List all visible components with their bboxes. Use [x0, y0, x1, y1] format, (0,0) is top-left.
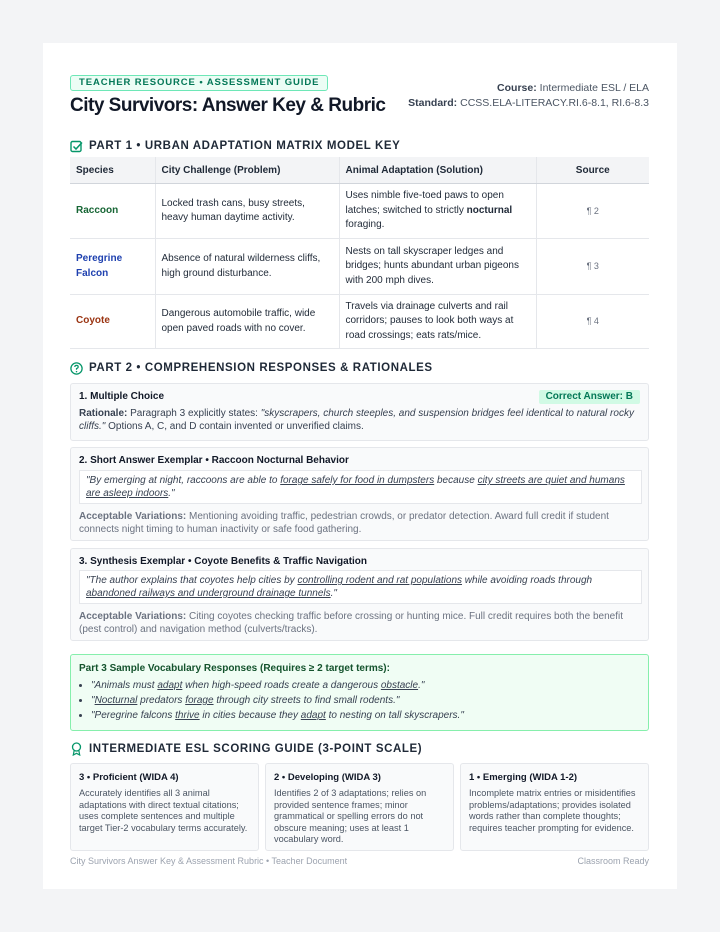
rubric-card-emerging	[460, 763, 649, 851]
question-heading: 2. Short Answer Exemplar • Raccoon Nocturnal Behavior	[79, 455, 349, 466]
source-cell: ¶ 4	[536, 295, 649, 349]
resource-pill: TEACHER RESOURCE • ASSESSMENT GUIDE	[70, 75, 328, 91]
source-cell: ¶ 3	[536, 239, 649, 295]
part2-title: PART 2 • COMPREHENSION RESPONSES & RATIONALES	[89, 362, 433, 374]
course-value: Intermediate ESL / ELA	[539, 82, 649, 94]
vocabulary-list	[79, 678, 464, 723]
rubric-level-heading: 2 • Developing (WIDA 3)	[274, 772, 381, 783]
part1-heading	[70, 138, 400, 154]
footer-left-text: City Survivors Answer Key & Assessment Rubric • Teacher Document	[70, 856, 348, 866]
checkbox-icon	[70, 140, 83, 153]
part2-heading	[70, 360, 433, 376]
source-cell: ¶ 2	[536, 184, 649, 239]
species-cell: Raccoon	[70, 184, 155, 239]
synthesis-card	[70, 548, 649, 641]
vocabulary-heading: Part 3 Sample Vocabulary Responses (Requires ≥ 2 target terms):	[79, 663, 390, 674]
variations-text: Acceptable Variations: Mentioning avoiding traffic, pedestrian crowds, or predator detection. Award full credit if student connects night timing to human inactivity or safe food gathering.	[79, 511, 609, 535]
rubric-level-heading: 1 • Emerging (WIDA 1-2)	[469, 772, 578, 783]
problem-cell: Absence of natural wilderness cliffs, high ground disturbance.	[155, 239, 339, 295]
rubric-level-text: Incomplete matrix entries or misidentifies problems/adaptations; provides isolated words rather than complete thoughts; requires teacher prompting for evidence.	[469, 788, 636, 833]
species-cell: Peregrine Falcon	[70, 239, 155, 295]
list-item: • "Nocturnal predators forage through city streets to find small rodents."	[91, 693, 464, 708]
column-header: Animal Adaptation (Solution)	[339, 157, 536, 184]
course-meta	[408, 81, 649, 111]
footer-right-text: Classroom Ready	[577, 856, 649, 866]
correct-answer-badge: Correct Answer: B	[539, 390, 640, 404]
table-row	[70, 295, 649, 349]
question-heading: 1. Multiple Choice	[79, 391, 165, 402]
award-ribbon-icon	[70, 742, 83, 756]
list-item: • "Animals must adapt when high-speed roads create a dangerous obstacle."	[91, 678, 464, 693]
problem-cell: Locked trash cans, busy streets, heavy human daytime activity.	[155, 184, 339, 239]
rubric-card-developing	[265, 763, 454, 851]
rubric-level-text: Identifies 2 of 3 adaptations; relies on provided sentence frames; minor grammatical or spelling errors do not obscure meaning; uses at least 1 vocabulary word.	[274, 788, 427, 844]
solution-cell: Uses nimble five-toed paws to open latches; switched to strictly nocturnal foraging.	[339, 184, 536, 239]
document-page	[43, 43, 677, 889]
scoring-heading	[70, 741, 422, 757]
question-circle-icon	[70, 362, 83, 375]
document-header	[70, 75, 649, 127]
document-title: City Survivors: Answer Key & Rubric	[70, 95, 386, 116]
solution-cell: Travels via drainage culverts and rail corridors; pauses to look both ways at road crossings; eats rats/mice.	[339, 295, 536, 349]
table-header-row	[70, 157, 649, 184]
key-term: nocturnal	[466, 204, 513, 216]
rubric-level-heading: 3 • Proficient (WIDA 4)	[79, 772, 179, 783]
rationale-text: Rationale: Paragraph 3 explicitly states: "skyscrapers, church steeples, and suspension bridges feel identical to natural rocky cliffs." Options A, C, and D contain invented or unverified claims.	[79, 408, 634, 432]
list-item: • "Peregrine falcons thrive in cities because they adapt to nesting on tall skyscrapers."	[91, 708, 464, 723]
table-row	[70, 239, 649, 295]
rubric-card-proficient	[70, 763, 259, 851]
question-heading: 3. Synthesis Exemplar • Coyote Benefits & Traffic Navigation	[79, 556, 368, 567]
exemplar-quote: "The author explains that coyotes help cities by controlling rodent and rat populations while avoiding roads through abandoned railways and underground drainage tunnels."	[79, 570, 642, 604]
exemplar-quote: "By emerging at night, raccoons are able to forage safely for food in dumpsters because city streets are quiet and humans are asleep indoors."	[79, 470, 642, 504]
multiple-choice-card	[70, 383, 649, 441]
standard-label: Standard:	[408, 97, 458, 109]
column-header: Source	[536, 157, 649, 184]
table-row	[70, 184, 649, 239]
course-label: Course:	[497, 82, 537, 94]
vocabulary-responses-box	[70, 654, 649, 731]
species-cell: Coyote	[70, 295, 155, 349]
column-header: City Challenge (Problem)	[155, 157, 339, 184]
solution-cell: Nests on tall skyscraper ledges and bridges; hunts abundant urban pigeons with 200 mph dives.	[339, 239, 536, 295]
adaptation-matrix-table	[70, 157, 649, 349]
rubric-level-text: Accurately identifies all 3 animal adaptations with direct textual citations; uses complete sentences and multiple target Tier-2 vocabulary terms accurately.	[79, 788, 248, 833]
short-answer-card	[70, 447, 649, 541]
variations-text: Acceptable Variations: Citing coyotes checking traffic before crossing or hunting mice. Full credit requires both the benefit (pest control) and navigation method (culverts/tracks).	[79, 611, 623, 635]
part1-title: PART 1 • URBAN ADAPTATION MATRIX MODEL KEY	[89, 140, 401, 152]
standard-value: CCSS.ELA-LITERACY.RI.6-8.1, RI.6-8.3	[460, 97, 649, 109]
page-footer	[70, 856, 649, 866]
column-header: Species	[70, 157, 155, 184]
problem-cell: Dangerous automobile traffic, wide open paved roads with no cover.	[155, 295, 339, 349]
scoring-title: INTERMEDIATE ESL SCORING GUIDE (3-POINT SCALE)	[89, 743, 423, 755]
